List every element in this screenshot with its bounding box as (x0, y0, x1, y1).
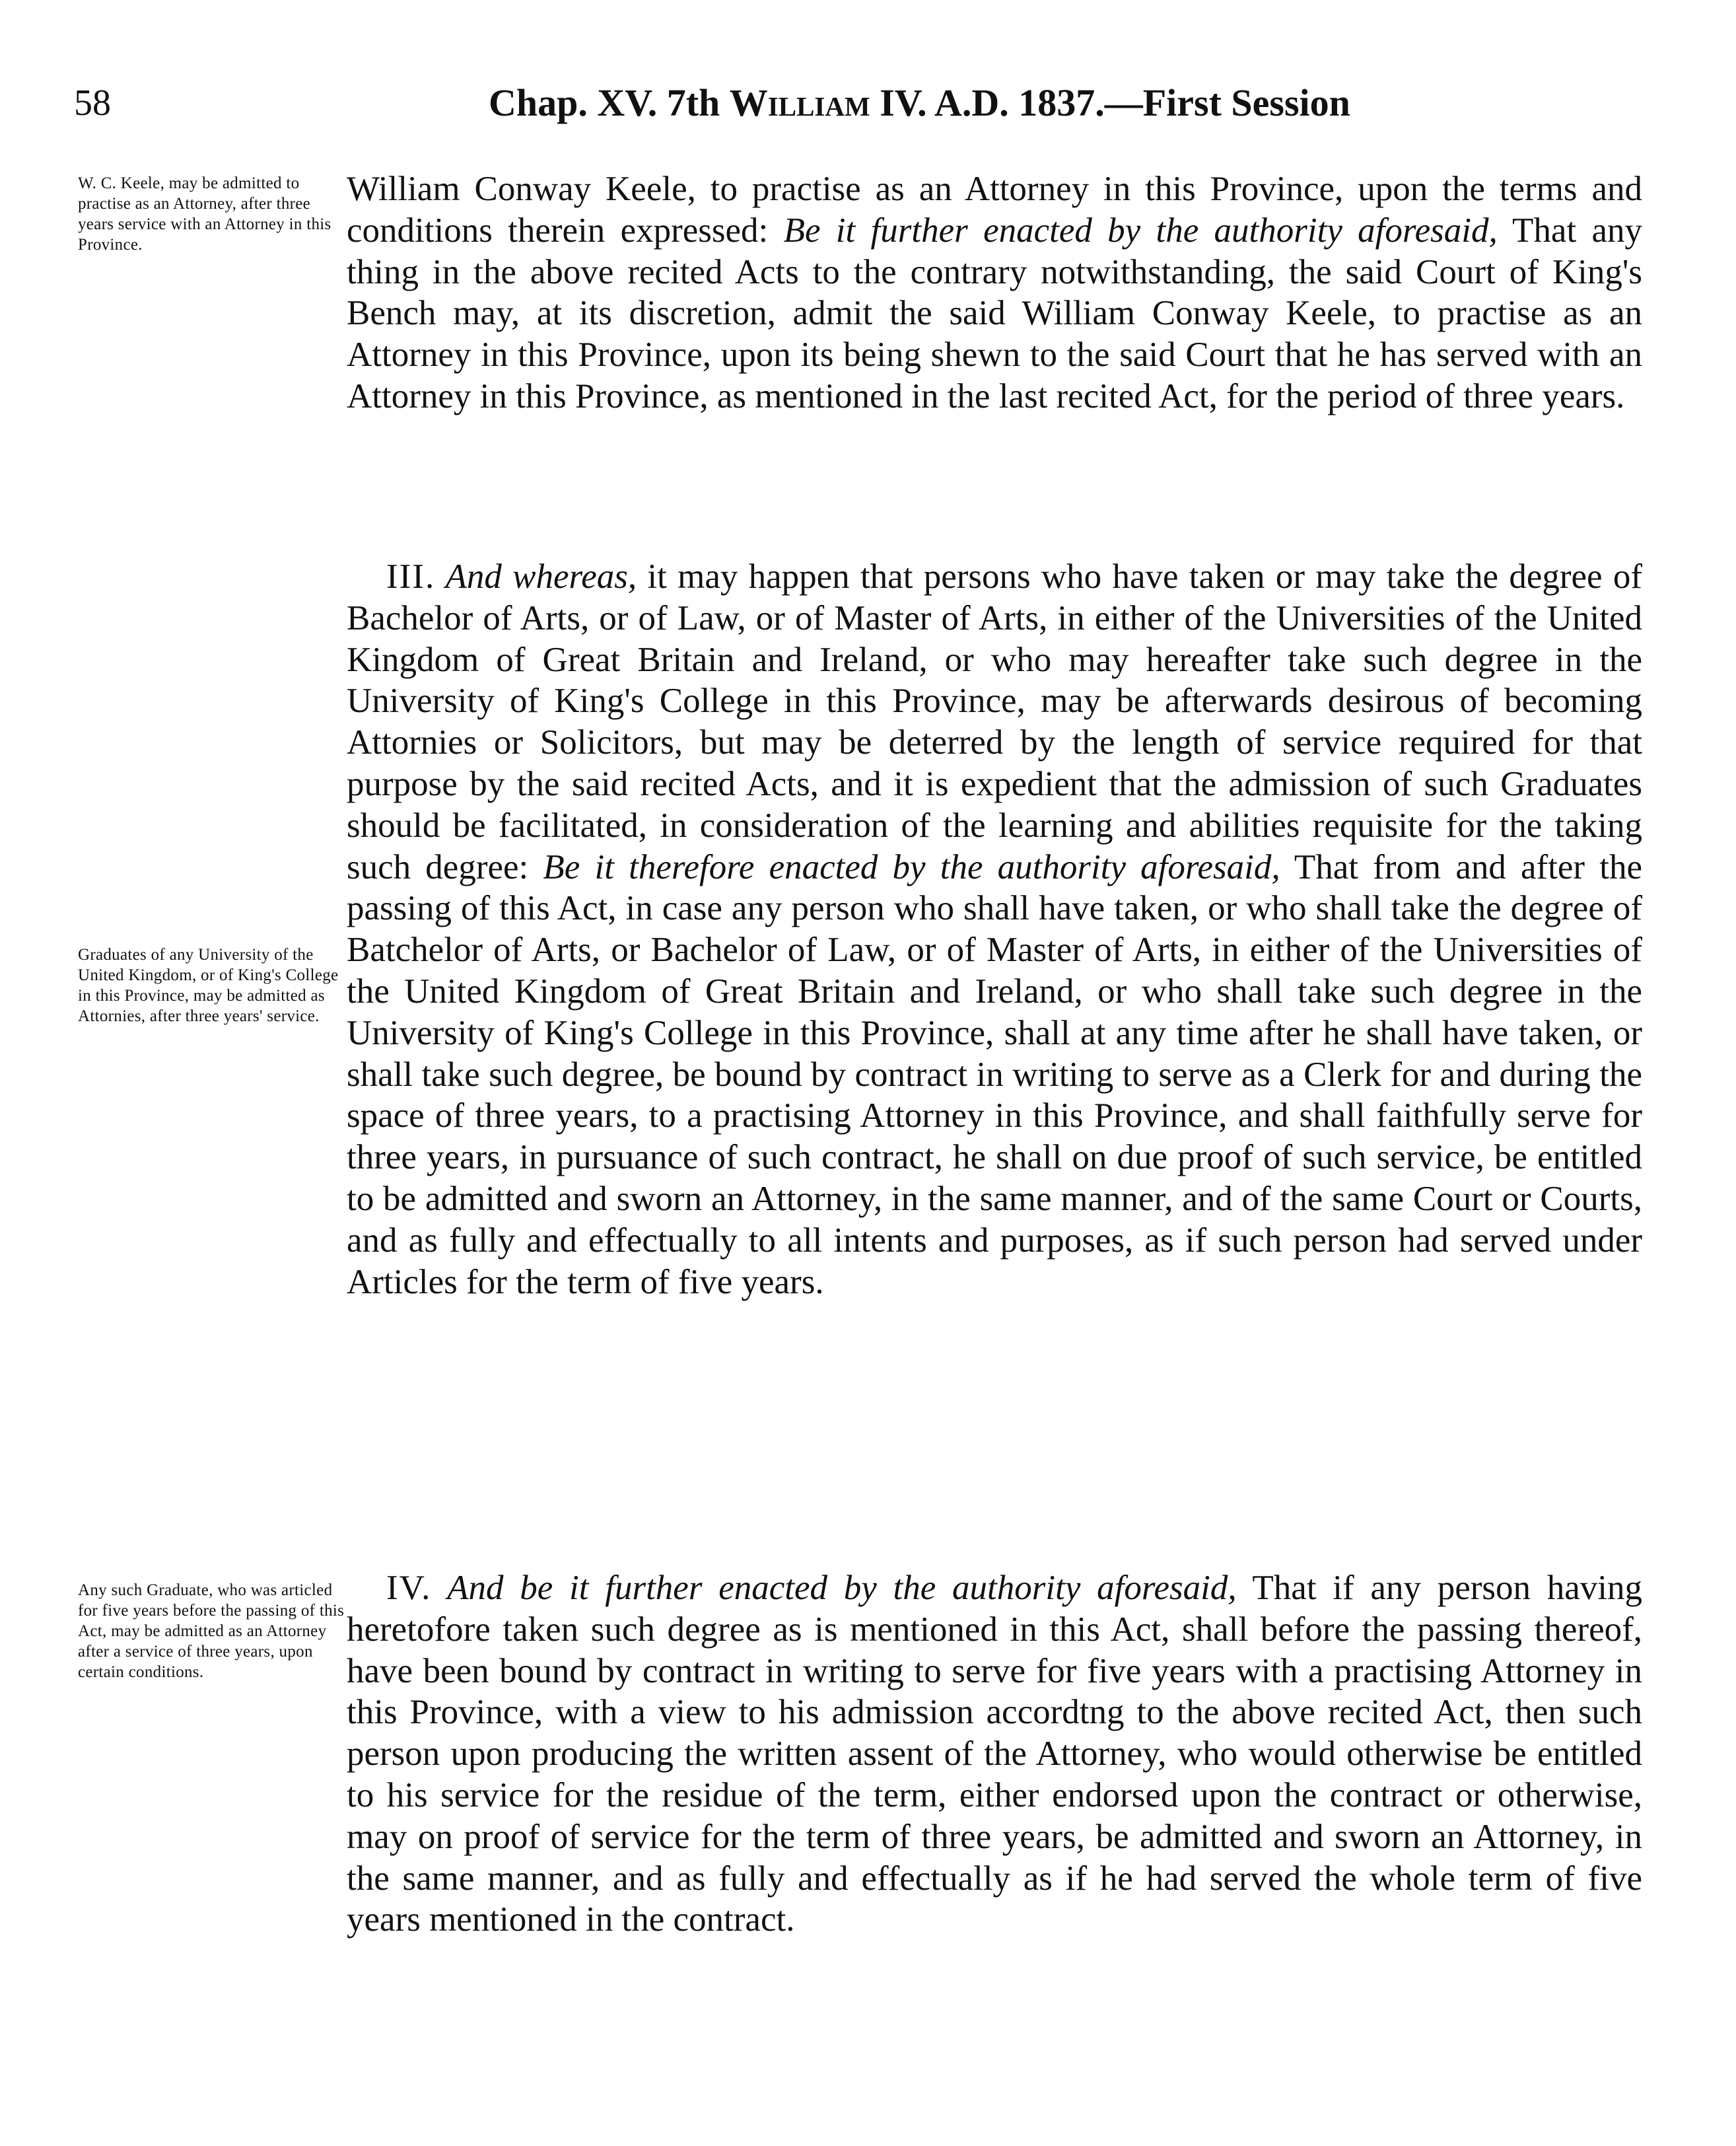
section-iv (347, 1567, 1642, 1941)
section-iv-text-a: That if any person having heretofore taken such degree as is mentioned in this Act, shall before the passing thereof, have been bound by contract in writing to serve for five years with a practising Attorney in this Province, with a view to his admission accordtng to the above recited Act, then such person upon producing the written assent of the Attorney, who would otherwise be entitled to his service for the residue of the term, either endorsed upon the contract or otherwise, may on proof of service for the term of three years, be admitted and sworn an Attorney, in the same manner, and as fully and effectually as if he had served the whole term of five years mentioned in the contract. (347, 1569, 1642, 1939)
section-iii (347, 556, 1642, 1303)
section-iii-text-a: it may happen that persons who have taken or may take the degree of Bachelor of Arts, or of Law, or of Master of Arts, in either of the Universities of the United Kingdom of Great Britain and Ireland, or who may hereafter take such degree in the University of King's College in this Province, may be afterwards desirous of becoming Attornies or Solicitors, but may be deterred by the length of service required for that purpose by the said recited Acts, and it is expedient that the admission of such Graduates should be facilitated, in consideration of the learning and abilities requisite for the taking such degree: (347, 557, 1642, 886)
marginal-note-keele: W. C. Keele, may be admitted to practise as an Attorney, after three years service with an Attorney in this Province. (78, 174, 331, 254)
running-title-prefix: Chap. XV. 7th (489, 81, 720, 124)
marginal-note-graduates: Graduates of any University of the United Kingdom, or of King's College in this Province, may be admitted as Attornies, after three years' service. (78, 946, 339, 1025)
paragraph-keele (347, 168, 1642, 417)
running-title (489, 82, 1506, 124)
paragraph-keele-enacting-clause: Be it further enacted by the authority aforesaid, (783, 211, 1498, 250)
section-iii-number: III. (386, 557, 436, 596)
section-iv-enacting-clause: And be it further enacted by the authority aforesaid, (431, 1569, 1237, 1607)
running-title-suffix: IV. A.D. 1837.—First Session (880, 81, 1350, 124)
marginal-note-articled-graduate: Any such Graduate, who was articled for five years before the passing of this Act, may be admitted as an Attorney after a service of three years, upon certain conditions. (78, 1581, 345, 1681)
page-number: 58 (74, 83, 111, 124)
paragraph-keele-text-a: William Conway Keele, to practise as an Attorney in this Province, upon the terms and conditions therein expressed: (347, 170, 1642, 250)
section-iii-text-b: That from and after the passing of this Act, in case any person who shall have taken, or who shall take the degree of Batchelor of Arts, or Bachelor of Law, or of Master of Arts, in either of the Universities of the United Kingdom of Great Britain and Ireland, or who shall take such degree in the University of King's College in this Province, shall at any time after he shall have taken, or shall take such degree, be bound by contract in writing to serve as a Clerk for and during the space of three years, to a practising Attorney in this Province, and shall faithfully serve for three years, in pursuance of such contract, he shall on due proof of such service, be entitled to be admitted and sworn an Attorney, in the same manner, and of the same Court or Courts, and as fully and effectually to all intents and purposes, as if such person had served under Articles for the term of five years. (347, 847, 1642, 1301)
section-iii-enacting-clause: Be it therefore enacted by the authority aforesaid, (543, 847, 1280, 886)
section-iii-whereas: And whereas, (435, 557, 637, 596)
running-title-king: William (729, 81, 870, 124)
paragraph-keele-text-b: That any thing in the above recited Acts to the contrary notwithstanding, the said Court of King's Bench may, at its discretion, admit the said William Conway Keele, to practise as an Attorney in this Province, upon its being shewn to the said Court that he has served with an Attorney in this Province, as mentioned in the last recited Act, for the period of three years. (347, 211, 1642, 415)
section-iv-number: IV. (386, 1569, 432, 1607)
